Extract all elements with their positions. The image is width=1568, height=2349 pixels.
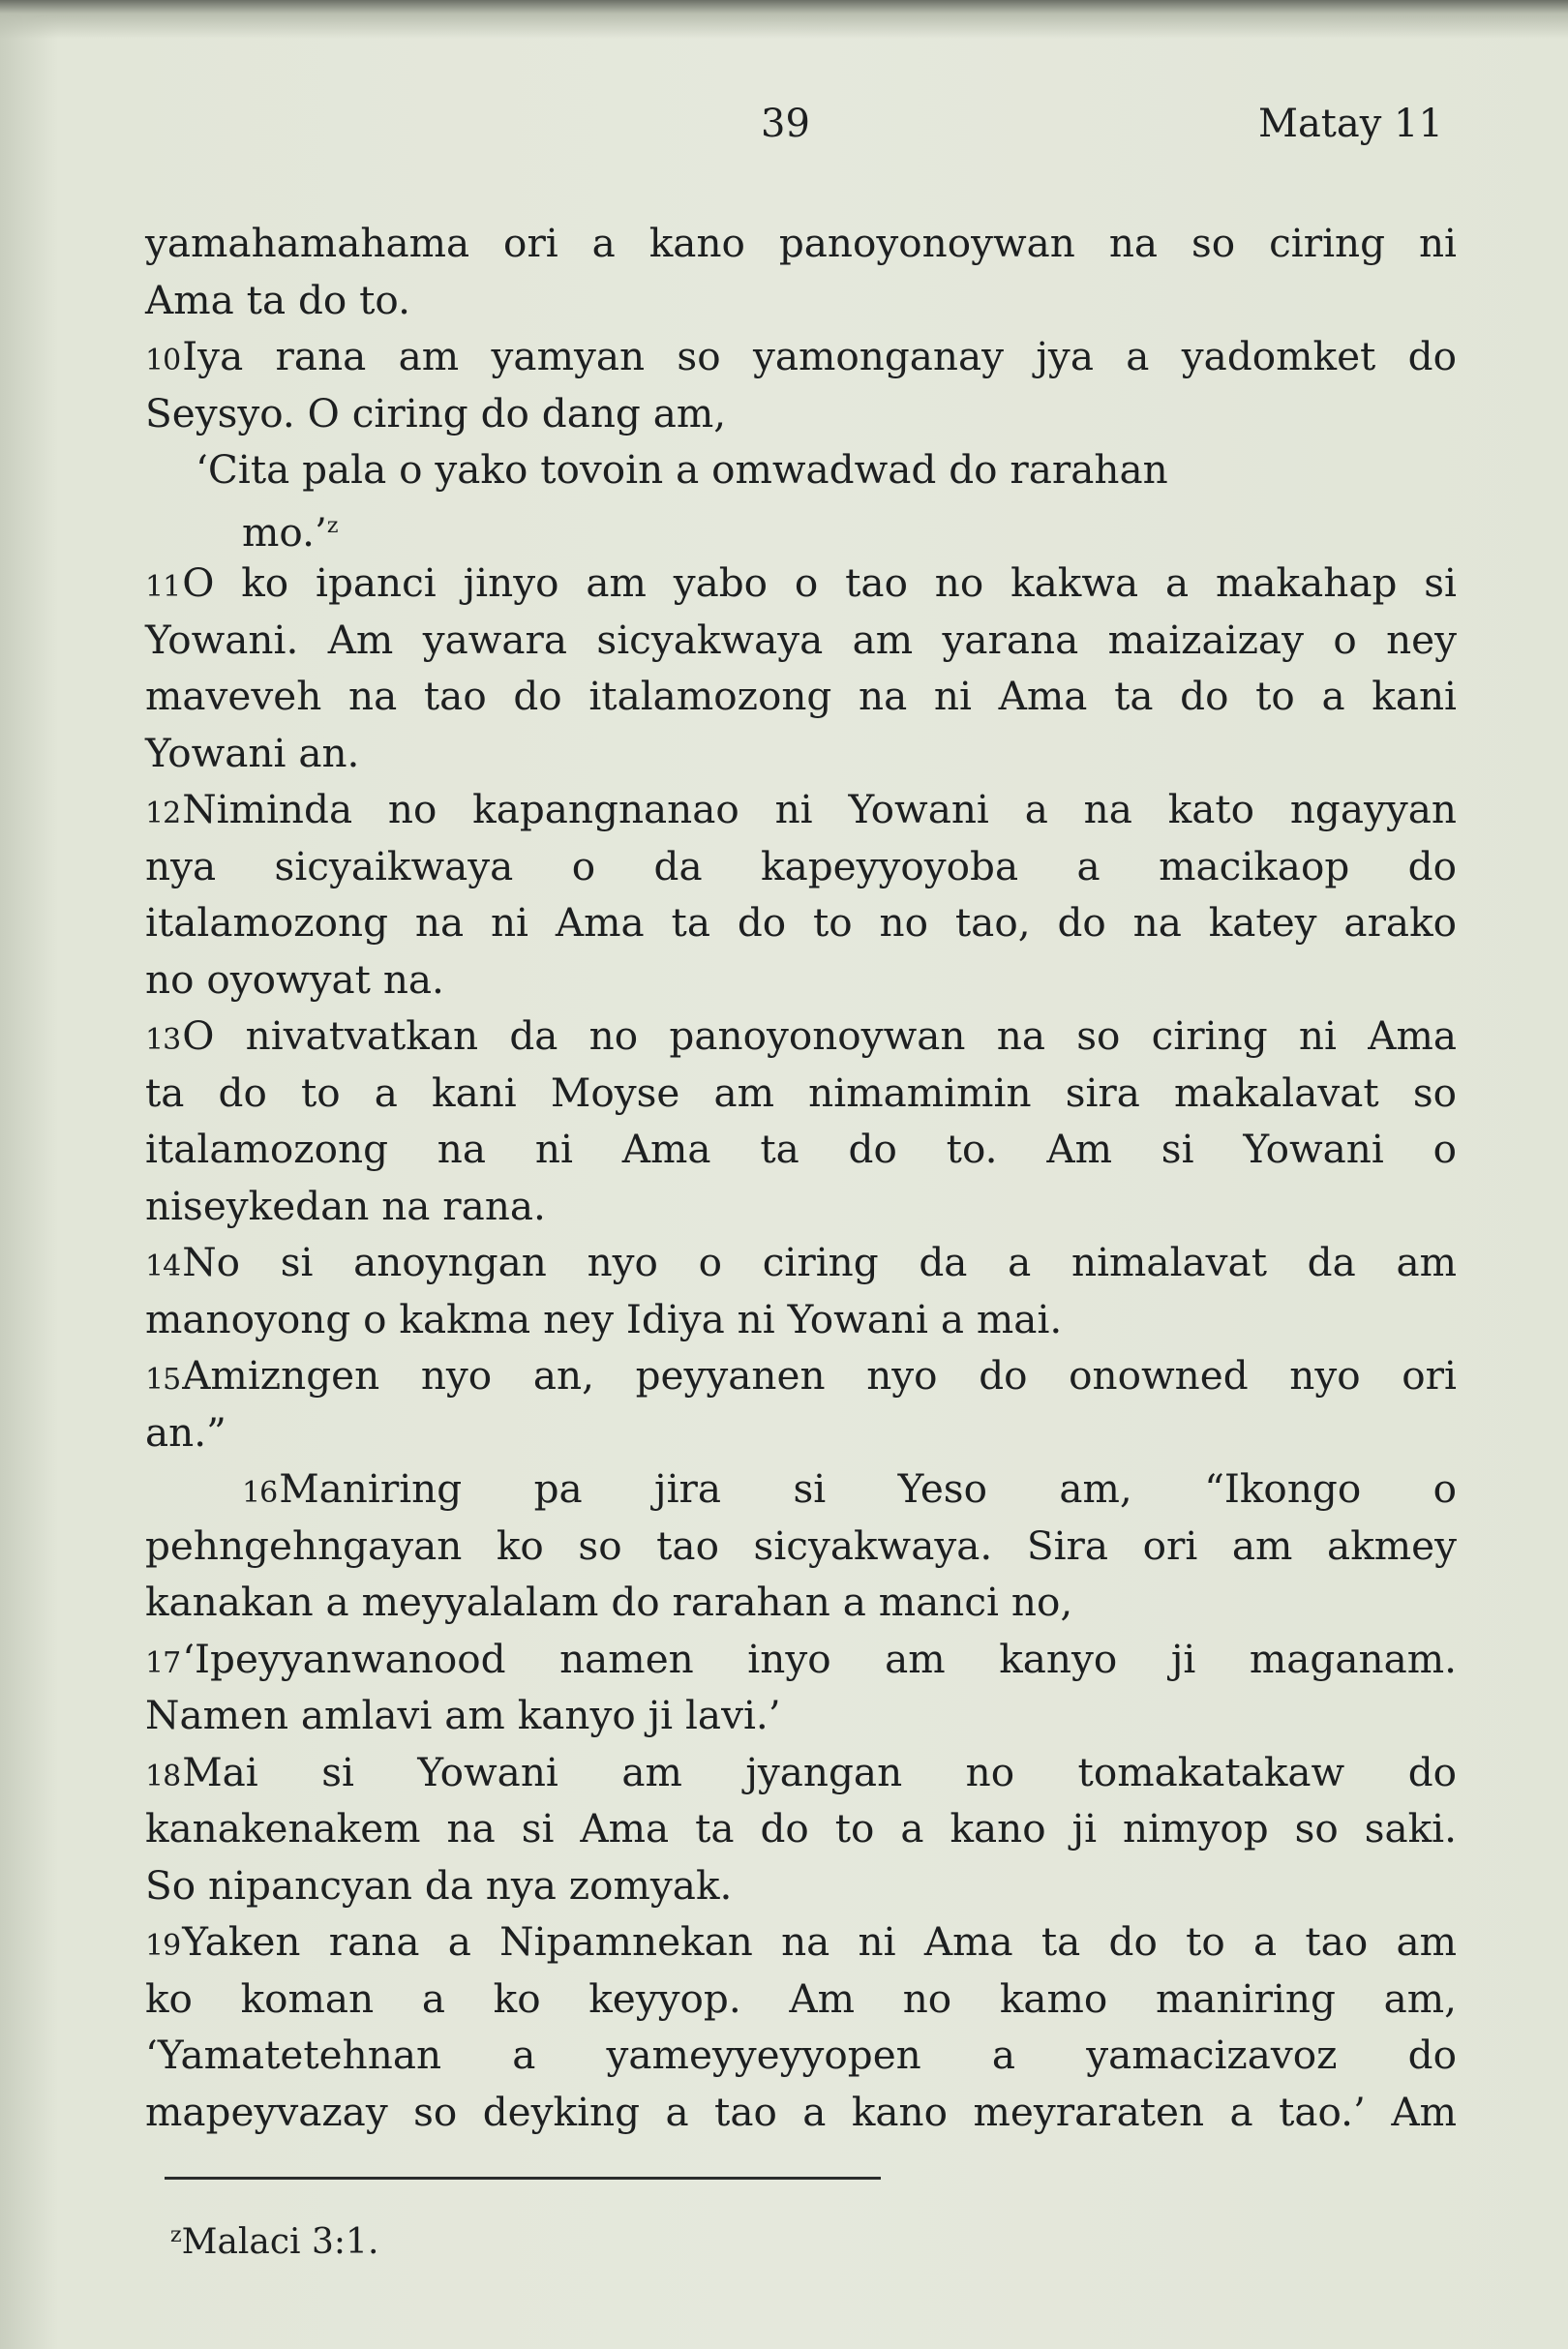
verse-line [145,1913,1457,1971]
verse-number: 12 [145,797,181,830]
verse-number: 16 [242,1476,278,1510]
verse-line [145,1744,1457,1801]
line-text: maveveh na tao do italamozong na ni Ama ta do to a kani [145,673,1457,719]
text-line [145,2084,1457,2141]
line-text: Yowani. Am yawara sicyakwaya am yarana maizaizay o ney [145,616,1457,663]
text-line [145,1291,1457,1348]
line-text: ko koman a ko keyyop. Am no kamo maniring am, [145,1974,1457,2022]
footnote-mark: z [170,2223,182,2247]
text-line [145,1065,1457,1122]
footnote-text: Malaci 3:1. [181,2222,379,2262]
line-text: italamozong na ni Ama ta do to. Am si Yowani o [145,1126,1457,1172]
verse-number: 13 [145,1023,181,1057]
text-line [145,272,1457,329]
verse-number: 15 [145,1363,181,1397]
footnote-reference: z [326,513,339,538]
text-line [145,1971,1457,2028]
line-text: italamozong na ni Ama ta do to no tao, do na katey arako [145,899,1457,946]
page-edge-shadow [0,0,1568,39]
line-text: kanakan a meyyalalam do rarahan a manci no, [145,1579,1073,1625]
line-text: Maniring pa jira si Yeso am, “Ikongo o [279,1465,1457,1512]
line-text: pehngehngayan ko so tao sicyakwaya. Sira ori am akmey [145,1521,1457,1569]
line-text: Namen amlavi am kanyo ji lavi.’ [145,1692,781,1738]
footnote-rule [165,2177,881,2180]
verse-number: 19 [145,1929,181,1963]
line-text: Yaken rana a Nipamnekan na ni Ama ta do to a tao am [182,1918,1457,1965]
verse-line [145,1234,1457,1291]
text-line [145,385,1457,442]
text-line [145,441,1457,498]
text-line [145,668,1457,725]
verse-number: 17 [145,1645,181,1680]
line-text: Mai si Yowani am jyangan no tomakatakaw do [182,1748,1457,1795]
page-header [0,92,1568,150]
text-line [145,725,1457,782]
line-text: Ama ta do to. [145,276,410,323]
text-line [145,1178,1457,1235]
line-text: yamahamahama ori a kano panoyonoywan na so ciring ni [145,220,1457,266]
line-text: ta do to a kani Moyse am nimamimin sira makalavat so [145,1069,1457,1116]
text-line [145,951,1457,1009]
line-text: Amizngen nyo an, peyyanen nyo do onowned nyo ori [182,1352,1457,1399]
text-line [145,1121,1457,1178]
verse-line [145,1631,1457,1688]
line-text: mo.’ [242,508,327,556]
verse-line [145,328,1457,385]
line-text: Niminda no kapangnanao ni Yowani a na kato ngayyan [182,786,1457,832]
line-text: kanakenakem na si Ama ta do to a kano ji nimyop so saki. [145,1805,1457,1852]
line-text: manoyong o kakma ney Idiya ni Yowani a mai. [145,1295,1063,1342]
line-text: niseykedan na rana. [145,1182,546,1229]
line-text: O ko ipanci jinyo am yabo o tao no kakwa a makahap si [182,559,1457,606]
line-text: O nivatvatkan da no panoyonoywan na so ciring ni Ama [182,1012,1457,1059]
verse-line [145,1461,1457,1518]
line-text: mapeyvazay so deyking a tao a kano meyraraten a tao.’ Am [145,2088,1457,2135]
verse-line [145,555,1457,612]
verse-number: 14 [145,1250,181,1283]
text-line [145,1404,1457,1461]
line-text: Yowani an. [145,729,360,776]
text-line [145,612,1457,669]
text-line [145,498,1457,556]
text-line [145,1518,1457,1575]
verse-number: 10 [145,344,181,377]
line-text: no oyowyat na. [145,955,444,1003]
text-line [145,1687,1457,1744]
text-line [145,1800,1457,1857]
verse-line [145,1347,1457,1404]
line-text: ‘Ipeyyanwanood namen inyo am kanyo ji maganam. [182,1635,1457,1682]
text-line [145,894,1457,951]
line-text: Iya rana am yamyan so yamonganay jya a yadomket do [182,333,1457,379]
line-text: So nipancyan da nya zomyak. [145,1861,733,1909]
line-text: an.” [145,1408,226,1456]
text-line [145,215,1457,272]
line-text: ‘Cita pala o yako tovoin a omwadwad do rarahan [196,446,1168,493]
line-text: No si anoyngan nyo o ciring da a nimalavat da am [182,1239,1457,1285]
page-number: 39 [761,102,810,146]
verse-line [145,781,1457,838]
text-line [145,1857,1457,1914]
text-line [145,838,1457,895]
line-text: ‘Yamatetehnan a yameyyeyyopen a yamacizavoz do [145,2032,1457,2078]
running-head: Matay 11 [1258,102,1443,146]
footnote [170,2222,378,2262]
line-text: nya sicyaikwaya o da kapeyyoyoba a macikaop do [145,842,1457,889]
verse-number: 18 [145,1759,181,1793]
verse-line [145,1008,1457,1065]
line-text: Seysyo. O ciring do dang am, [145,389,727,437]
body-text [145,215,1457,2140]
text-line [145,2027,1457,2084]
text-line [145,1574,1457,1631]
verse-number: 11 [145,570,181,604]
